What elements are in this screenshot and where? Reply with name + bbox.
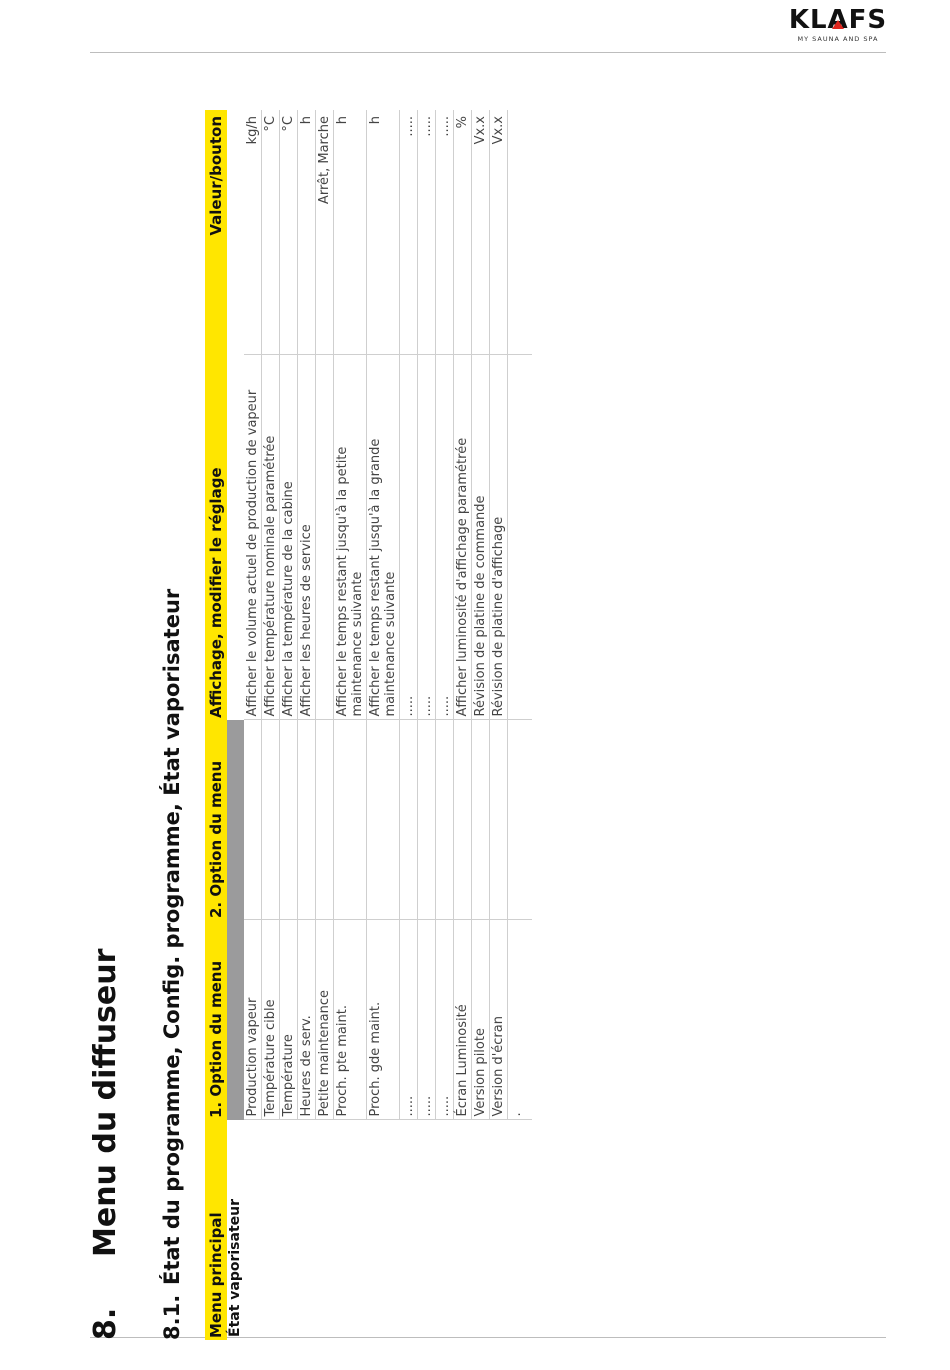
- section-row: [227, 110, 244, 1340]
- main-menu-cell: [472, 1120, 490, 1340]
- option-1-cell: Proch. pte maint.: [334, 920, 367, 1120]
- display-cell: [508, 355, 533, 720]
- table-row: [334, 110, 367, 1340]
- option-2-cell: [490, 720, 508, 920]
- main-menu-cell: [298, 1120, 316, 1340]
- value-cell: Vx.x: [472, 110, 490, 355]
- section-title: État du programme, Config. programme, État vaporisateur: [160, 588, 184, 1285]
- display-cell: .....: [400, 355, 418, 720]
- option-1-cell: Proch. gde maint.: [367, 920, 400, 1120]
- option-1-cell: .....: [436, 920, 454, 1120]
- table-row: [436, 110, 454, 1340]
- table-row: [280, 110, 298, 1340]
- main-menu-cell: [490, 1120, 508, 1340]
- diffuser-menu-table: [205, 110, 532, 1340]
- display-cell: Afficher les heures de service: [298, 355, 316, 720]
- main-menu-cell: [400, 1120, 418, 1340]
- table-row: [490, 110, 508, 1340]
- header-option-2: 2. Option du menu: [205, 720, 227, 920]
- value-cell: Vx.x: [490, 110, 508, 355]
- display-cell: .....: [436, 355, 454, 720]
- value-cell: %: [454, 110, 472, 355]
- option-2-cell: [418, 720, 436, 920]
- display-cell: [316, 355, 334, 720]
- value-cell: °C: [262, 110, 280, 355]
- option-1-cell: .: [508, 920, 533, 1120]
- option-2-cell: [367, 720, 400, 920]
- section-heading: [160, 589, 184, 1340]
- main-menu-cell: [418, 1120, 436, 1340]
- table-row: [316, 110, 334, 1340]
- section-number: 8.1.: [160, 1294, 184, 1340]
- logo-wordmark: KLAFS: [788, 5, 888, 35]
- value-cell: [508, 110, 533, 355]
- option-2-cell: [508, 720, 533, 920]
- header-main-menu: Menu principal: [205, 1120, 227, 1340]
- value-cell: Arrêt, Marche: [316, 110, 334, 355]
- option-1-cell: .....: [400, 920, 418, 1120]
- chapter-title: Menu du diffuseur: [88, 948, 123, 1257]
- option-1-cell: Production vapeur: [244, 920, 262, 1120]
- display-cell: Afficher température nominale paramétrée: [262, 355, 280, 720]
- display-cell: Afficher la température de la cabine: [280, 355, 298, 720]
- display-cell: Afficher luminosité d'affichage paramétrée: [454, 355, 472, 720]
- option-2-cell: [280, 720, 298, 920]
- main-menu-cell: [262, 1120, 280, 1340]
- value-cell: h: [298, 110, 316, 355]
- option-1-cell: Heures de serv.: [298, 920, 316, 1120]
- main-menu-cell: [280, 1120, 298, 1340]
- header-display: Affichage, modifier le réglage: [205, 355, 227, 720]
- value-cell: .....: [436, 110, 454, 355]
- table-row: [298, 110, 316, 1340]
- value-cell: .....: [418, 110, 436, 355]
- main-menu-cell: [316, 1120, 334, 1340]
- main-menu-cell: [436, 1120, 454, 1340]
- option-2-cell: [298, 720, 316, 920]
- table-row: [418, 110, 436, 1340]
- display-cell: Révision de platine de commande: [472, 355, 490, 720]
- table-row: [508, 110, 533, 1340]
- display-cell: Afficher le temps restant jusqu'à la petite maintenance suivante: [334, 355, 367, 720]
- value-cell: °C: [280, 110, 298, 355]
- option-2-cell: [436, 720, 454, 920]
- table-row: [262, 110, 280, 1340]
- table-row: [454, 110, 472, 1340]
- value-cell: kg/h: [244, 110, 262, 355]
- table-row: [400, 110, 418, 1340]
- option-2-cell: [262, 720, 280, 920]
- option-1-cell: Température: [280, 920, 298, 1120]
- option-1-cell: Écran Luminosité: [454, 920, 472, 1120]
- header-value: Valeur/bouton: [205, 110, 227, 355]
- table-row: [472, 110, 490, 1340]
- display-cell: Afficher le temps restant jusqu'à la grande maintenance suivante: [367, 355, 400, 720]
- option-1-cell: Température cible: [262, 920, 280, 1120]
- table-row: [244, 110, 262, 1340]
- main-menu-cell: [367, 1120, 400, 1340]
- option-1-cell: Version d'écran: [490, 920, 508, 1120]
- value-cell: .....: [400, 110, 418, 355]
- logo-triangle-icon: [832, 20, 844, 29]
- rotated-page-content: [80, 90, 730, 1340]
- main-menu-cell: [508, 1120, 533, 1340]
- value-cell: h: [334, 110, 367, 355]
- section-label: État vaporisateur: [227, 1198, 243, 1337]
- section-gray-band: [227, 720, 244, 1120]
- main-menu-cell: [244, 1120, 262, 1340]
- header-option-1: 1. Option du menu: [205, 920, 227, 1120]
- main-menu-cell: [454, 1120, 472, 1340]
- display-cell: Révision de platine d'affichage: [490, 355, 508, 720]
- display-cell: .....: [418, 355, 436, 720]
- main-menu-cell: [334, 1120, 367, 1340]
- chapter-heading: [88, 949, 123, 1340]
- chapter-number: 8.: [88, 1307, 123, 1340]
- option-1-cell: .....: [418, 920, 436, 1120]
- option-1-cell: Petite maintenance: [316, 920, 334, 1120]
- display-cell: Afficher le volume actuel de production de vapeur: [244, 355, 262, 720]
- option-2-cell: [454, 720, 472, 920]
- klafs-logo: [788, 6, 888, 43]
- header-rule: [90, 52, 886, 53]
- option-2-cell: [472, 720, 490, 920]
- value-cell: h: [367, 110, 400, 355]
- logo-tagline: MY SAUNA AND SPA: [797, 35, 879, 43]
- table-header-row: [205, 110, 227, 1340]
- option-2-cell: [244, 720, 262, 920]
- option-2-cell: [400, 720, 418, 920]
- option-1-cell: Version pilote: [472, 920, 490, 1120]
- option-2-cell: [334, 720, 367, 920]
- option-2-cell: [316, 720, 334, 920]
- table-row: [367, 110, 400, 1340]
